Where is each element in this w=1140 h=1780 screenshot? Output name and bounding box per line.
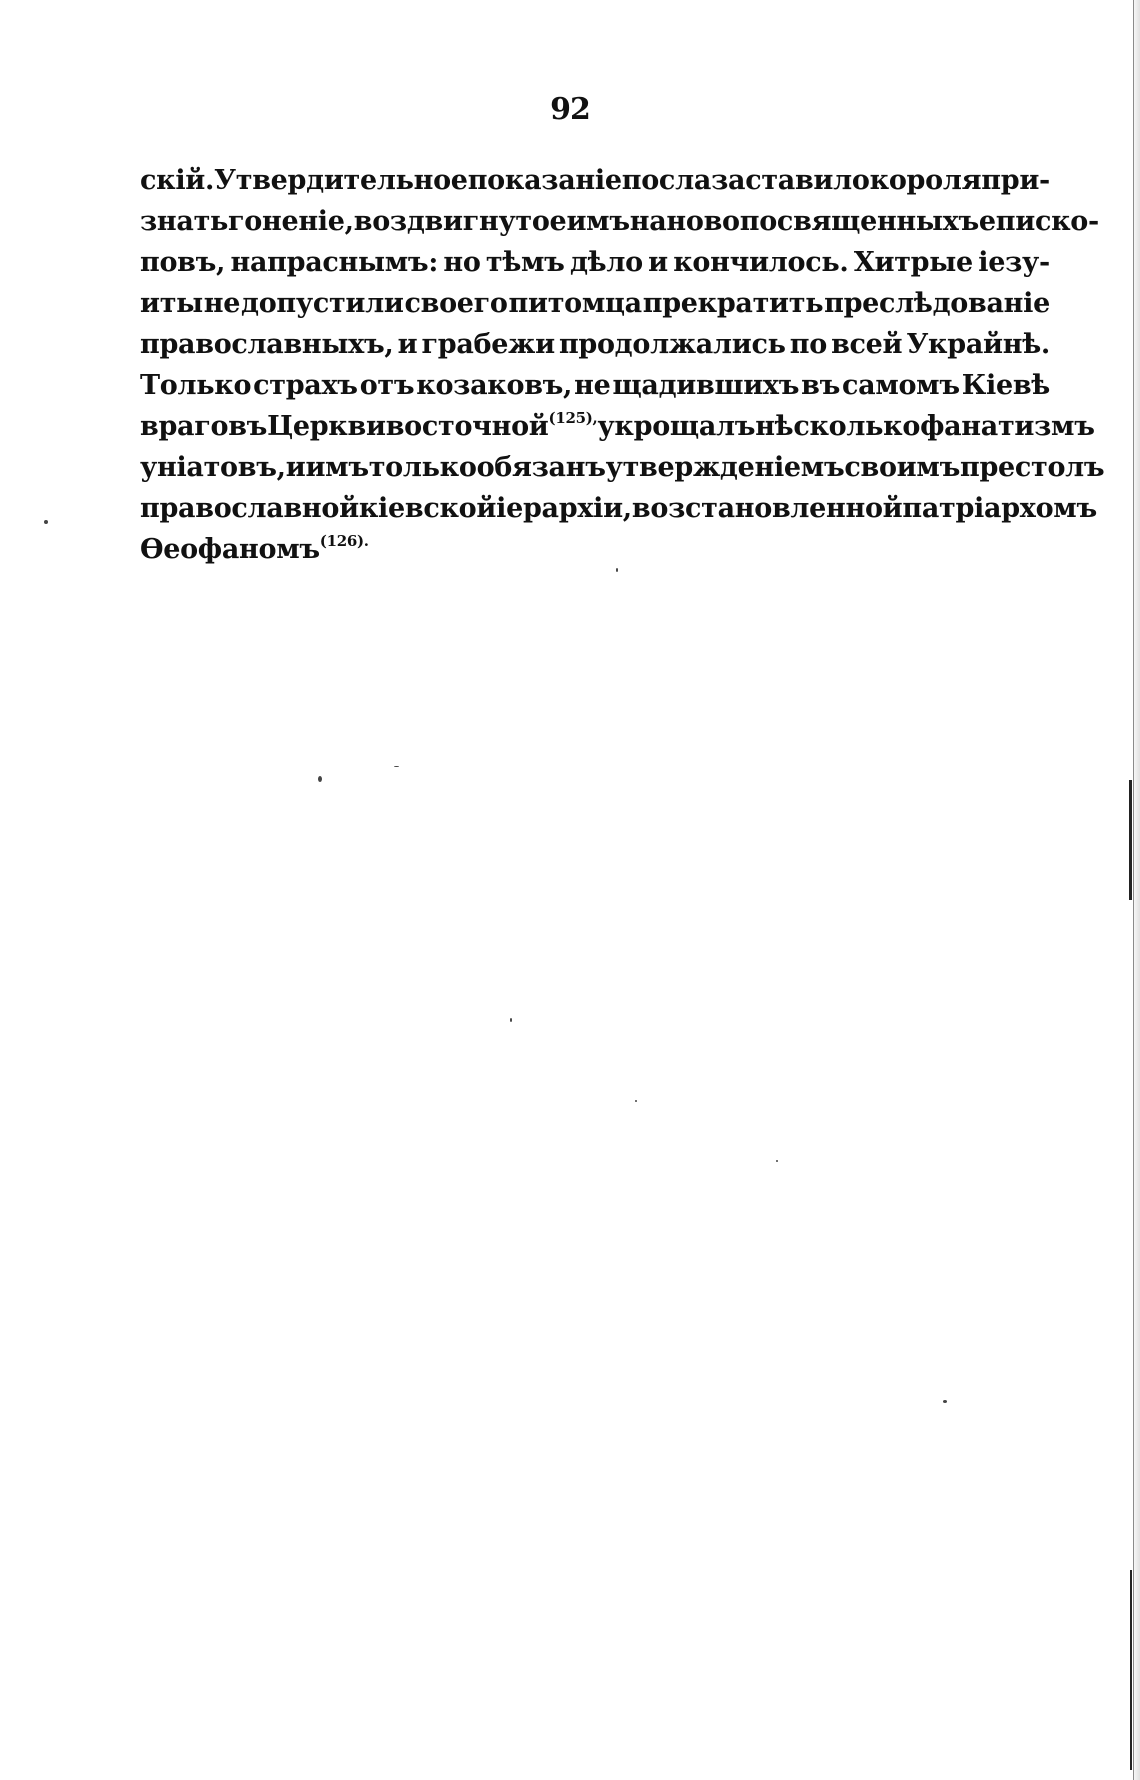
word: напраснымъ: (230, 247, 439, 278)
word: преслѣдованіе (824, 288, 1050, 319)
scan-speck (776, 1160, 778, 1162)
word: іезу- (978, 247, 1050, 278)
word: Хитрые (853, 247, 973, 278)
binding-shadow (1129, 780, 1132, 900)
text-line (140, 406, 1095, 447)
text-line (140, 324, 1050, 365)
word: Кіевѣ (961, 370, 1050, 401)
word: скій. (140, 165, 215, 196)
word: православной (140, 493, 359, 524)
word: посла (621, 165, 712, 196)
word-with-footnote (140, 529, 369, 570)
word: кіевской (358, 493, 497, 524)
word: враговъ (140, 411, 268, 442)
word: Ѳeoфаномъ (140, 534, 320, 565)
word: иты (140, 288, 203, 319)
word: щадившихъ (612, 370, 800, 401)
word: фанатизмъ (920, 411, 1095, 442)
text-line (140, 160, 1050, 201)
text-line (140, 242, 1050, 283)
scan-speck (318, 776, 322, 782)
word: іерархіи, (496, 493, 632, 524)
word: восточной (385, 411, 549, 442)
word: не (574, 370, 611, 401)
word: показаніе (467, 165, 622, 196)
word: и (285, 452, 306, 483)
scan-speck (394, 766, 399, 767)
word: короля (869, 165, 982, 196)
word: кончилось. (673, 247, 849, 278)
word: но (443, 247, 481, 278)
footnote-ref-125: (125), (548, 409, 598, 427)
word: заставило (711, 165, 870, 196)
word: своего (404, 288, 508, 319)
word: по (789, 329, 827, 360)
word: своимъ (844, 452, 960, 483)
word: имъ (566, 206, 630, 237)
text-line (140, 283, 1050, 324)
word: Украйнѣ. (906, 329, 1050, 360)
word: нѣсколько (755, 411, 921, 442)
body-paragraph (140, 160, 1105, 570)
word: на (629, 206, 667, 237)
binding-shadow-lower (1130, 1570, 1132, 1770)
word: гоненіе, (228, 206, 354, 237)
word: при- (981, 165, 1050, 196)
word: уніатовъ, (140, 452, 286, 483)
word: козаковъ, (416, 370, 573, 401)
word: только (368, 452, 477, 483)
word: престолъ (959, 452, 1105, 483)
scan-speck (510, 1018, 512, 1022)
footnote-ref-126: (126). (319, 532, 369, 550)
word: допустили (241, 288, 404, 319)
scan-speck (44, 520, 48, 524)
word: воздвигнутое (353, 206, 567, 237)
word: укрощалъ (597, 411, 756, 442)
word: страхъ (253, 370, 358, 401)
word: отъ (359, 370, 415, 401)
word: еписко- (978, 206, 1099, 237)
word: Церкви (267, 411, 386, 442)
scan-speck (943, 1400, 947, 1403)
scan-speck (616, 568, 618, 572)
word: питомца (508, 288, 642, 319)
word: дѣло (569, 247, 643, 278)
text-line (140, 488, 1097, 529)
word: знать (140, 206, 229, 237)
word: православныхъ, (140, 329, 394, 360)
word: новопосвященныхъ (666, 206, 979, 237)
word: въ (801, 370, 840, 401)
text-line (140, 447, 1105, 488)
word: и (397, 329, 418, 360)
word: обязанъ (476, 452, 606, 483)
word: грабежи (421, 329, 555, 360)
word: самомъ (841, 370, 960, 401)
word: тѣмъ (485, 247, 565, 278)
word: возстановленной (631, 493, 903, 524)
word: имъ (305, 452, 369, 483)
word-with-footnote (386, 406, 598, 447)
word: не (203, 288, 241, 319)
word: продолжались (558, 329, 786, 360)
word: патріархомъ (902, 493, 1097, 524)
text-line (140, 365, 1050, 406)
word: утвержденіемъ (605, 452, 845, 483)
text-line (140, 529, 1050, 570)
word: Утвердительное (214, 165, 468, 196)
word: прекратить (642, 288, 824, 319)
scan-speck (635, 1100, 637, 1102)
word: Только (140, 370, 252, 401)
page-number: 92 (550, 92, 590, 127)
text-line (140, 201, 1099, 242)
page-edge (1133, 0, 1140, 1780)
word: повъ, (140, 247, 226, 278)
word: всей (831, 329, 903, 360)
word: и (648, 247, 668, 278)
